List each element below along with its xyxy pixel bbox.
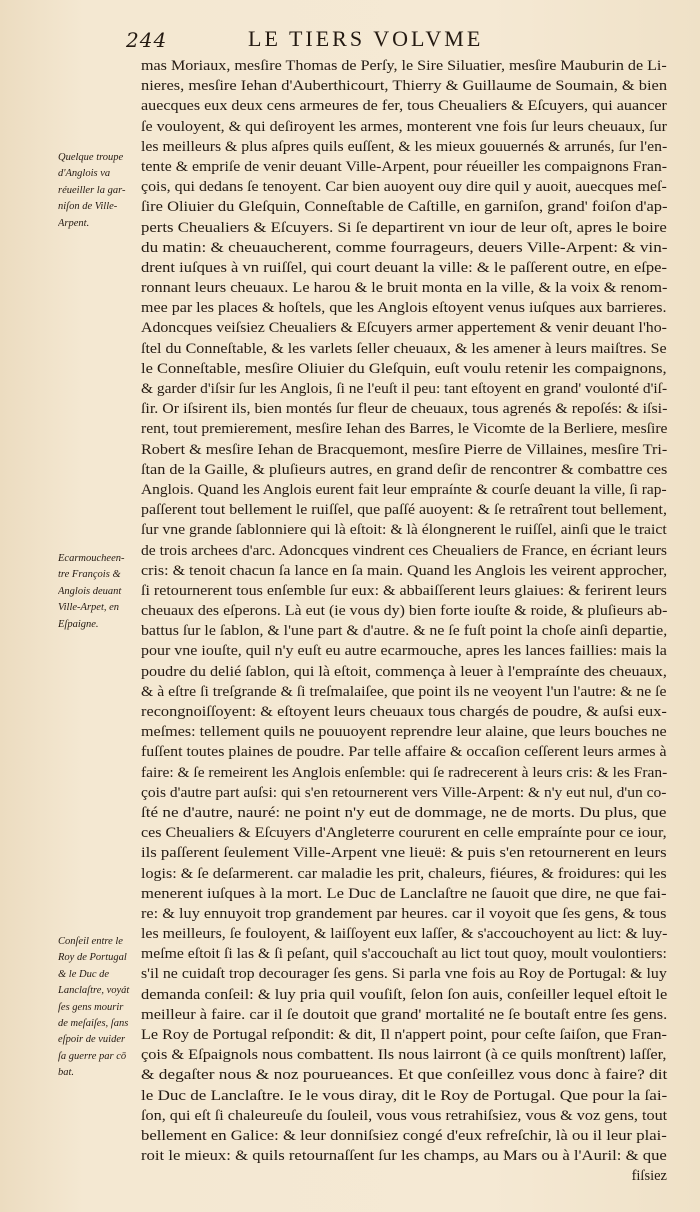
text-line: poudre du delié ſablon, qui là eſtoit, commença à leuer à l'empraínte des cheuaux, bbox=[141, 663, 667, 680]
margin-note-line: Quelque troupe bbox=[58, 152, 124, 163]
text-line: fiſsiez bbox=[631, 1168, 667, 1185]
margin-note-line: niſon de Ville- bbox=[58, 201, 118, 213]
text-line: de trois archees d'arc. Adoncques vindrent ces Cheualiers de France, en écriant leurs bbox=[141, 542, 667, 559]
margin-note-line: Lanclaſtre, voyát bbox=[58, 985, 130, 997]
margin-note-line: tre François & bbox=[58, 569, 121, 581]
text-line: logis: & ſe deſarmerent. car maladie les prit, chaleurs, fiéures, & froidures: qui les bbox=[141, 865, 667, 882]
text-line: mee par les places & hoſtels, que les Anglois eſtoyent venus iuſques aux barrieres. bbox=[141, 300, 667, 317]
text-line: paſſerent tout bellement le ruiſſel, que paſſé auoyent: & ſe retraîrent tout bellement, bbox=[141, 502, 667, 519]
margin-note-line: Conſeil entre le bbox=[58, 936, 123, 947]
text-line: perts Cheualiers & Eſcuyers. Si ſe departirent vn iour de leur oſt, apres le boire bbox=[141, 219, 667, 236]
text-line: le Duc de Lanclaſtre. Ie le vous diray, dit le Roy de Portugal. Que pour la ſai- bbox=[141, 1087, 668, 1104]
text-line: çois d'autre part auſsi: qui s'en retournerent vers Ville-Arpent: & n'y eut nul, d'un co- bbox=[141, 784, 667, 801]
text-line: re: & luy ennuyoit trop grandement par heures. car il voyoit que ſes gens, & tous bbox=[141, 905, 667, 922]
text-line: cheuaux des eſperons. Là eut (ie vous dy) bien forte iouſte & roide, & pluſieurs ab- bbox=[141, 603, 668, 620]
text-line: mas Moriaux, mesſire Thomas de Perſy, le Sire Siluatier, mesſire Mauburin de Li- bbox=[141, 58, 667, 74]
margin-note-line: d'Anglois va bbox=[58, 168, 111, 180]
text-line: roit le mieux: & quils retournaſſent ſur les champs, au Mars ou à l'Auril: & que bbox=[141, 1148, 667, 1165]
text-line: ſon, qui eſt ſi chaleureuſe du ſouleil, vous vous retrahiſsiez, vous & voz gens, tout bbox=[141, 1107, 668, 1124]
text-line: pour vne iouſte, quil n'y euſt eu autre ecarmouche, apres les lances faillies: mais la bbox=[141, 643, 667, 660]
text-line: faire: & ſe remeirent les Anglois enſemble: qui ſe radrecerent à leurs cris: & les Fran- bbox=[141, 764, 668, 781]
text-line: battus ſur le ſablon, & l'une part & d'autre. & ne ſe fuſt point la choſe ainſi departie, bbox=[141, 623, 668, 640]
margin-note-line: Eſpaigne. bbox=[58, 618, 99, 630]
text-line: ronnant leurs cheuaux. Le harou & le bruit monta en la ville, & la voix & renom- bbox=[141, 280, 668, 297]
text-line: tente & empriſe de venir deuant Ville-Arpent, pour réueiller les compaignons Fran- bbox=[141, 158, 668, 175]
text-line: & à eſtre ſi treſgrande & ſi treſmalaiſee, que point ils ne veoyent l'un l'autre: & ne ſe bbox=[141, 683, 667, 700]
margin-note-line: Roy de Portugal bbox=[58, 952, 127, 964]
text-line: les meilleurs, ſe fouloyent, & laiſſoyent eux laſſer, & s'accouchoyent au lict: & luy- bbox=[141, 926, 668, 943]
text-line: & garder d'iſsir ſur les Anglois, ſi ne l'euſt il peu: tant eſtoyent en grand' voulonté d'iſ- bbox=[141, 381, 668, 397]
margin-note-1 bbox=[58, 150, 142, 232]
margin-note-line: ſes gens mourir bbox=[58, 1001, 124, 1013]
text-line: le Conneſtable, mesſire Oliuier du Gleſquin, euſt voulu retenir les compaignons, bbox=[141, 360, 667, 377]
margin-note-line: Arpent. bbox=[58, 217, 90, 229]
text-line: meſmes: tellement quils ne pouuoyent reprendre leur alaine, que leurs bouches ne bbox=[141, 724, 667, 741]
text-line: du matin: & cheuaucherent, comme fourrageurs, deuers Ville-Arpent: & vin- bbox=[141, 239, 668, 256]
text-line: Le Roy de Portugal reſpondit: & dit, Il n'appert point, pour ceſte ſaiſon, que Fran- bbox=[141, 1027, 667, 1043]
margin-note-line: réueiller la gar- bbox=[58, 184, 126, 196]
text-line: cris: & tenoit chacun ſa lance en ſa main. Quand les Anglois les veirent approcher, bbox=[141, 562, 668, 579]
text-line: ſire Oliuier du Gleſquin, Conneſtable de Caſtille, en garniſon, grand' foiſon d'ap- bbox=[141, 199, 668, 216]
text-line: fuſſent toutes plaines de poudre. Par telle affaire & occaſion ceſſerent leurs armes à bbox=[141, 744, 667, 761]
running-head: LE TIERS VOLVME bbox=[248, 26, 484, 51]
text-line: menerent iuſques à la mort. Le Duc de Lanclaſtre ne ſauoit que dire, ne que fai- bbox=[141, 885, 667, 902]
margin-note-line: de meſaiſes, ſans bbox=[58, 1018, 129, 1030]
margin-note-line: & le Duc de bbox=[58, 968, 110, 980]
text-line: çois, qui dedans ſe tenoyent. Car bien auoyent ouy dire quil y auoit, auecques meſ- bbox=[141, 179, 667, 196]
page-number: 244 bbox=[126, 28, 168, 52]
text-line: ſtel du Conneſtable, & les varlets ſeller cheuaux, & les amener à leurs maiſtres. Se bbox=[141, 340, 667, 357]
text-line: recongnoiſſoyent: & eſtoyent leurs cheuaux tous chargés de poudre, & auſsi eux- bbox=[141, 704, 667, 720]
text-line: rent, tout premierement, mesſire Iehan des Barres, le Vicomte de la Berliere, mesſire bbox=[141, 421, 668, 438]
margin-note-3 bbox=[58, 934, 142, 1082]
text-line: ſté ne d'autre, nauré: ne point n'y eut de dommage, ne de morts. Du plus, que bbox=[141, 804, 667, 821]
margin-note-line: Ecarmoucheen- bbox=[58, 553, 125, 564]
margin-note-2 bbox=[58, 551, 142, 633]
text-line: meſme eſtoit ſi las & ſi peſant, quil s'accouchaſt au lict tout quoy, moult voulontiers: bbox=[141, 946, 667, 963]
text-line: & degaſter nous & noz pourueances. Et que conſeillez vous donc à faire? dit bbox=[141, 1067, 668, 1084]
text-line: ſi retournerent tous enſemble ſur eux: & abbaiſſerent leurs glaiues: & ferirent leurs bbox=[141, 582, 667, 599]
text-line: ſe vouloyent, & qui deſiroyent les armes, monterent vne fois ſur leurs cheuaux, ſur bbox=[141, 118, 667, 135]
text-line: drent iuſques à vn ruiſſel, qui court deuant la ville: & le paſſerent outre, en eſpe- bbox=[141, 259, 668, 276]
text-line: Robert & mesſire Iehan de Bracquemont, mesſire Pierre de Villaines, mesſire Tri- bbox=[141, 441, 668, 458]
text-line: nieres, mesſire Iehan d'Auberthicourt, Thierry & Guillaume de Soumain, & bien bbox=[141, 78, 668, 95]
text-line: ils paſſerent ſeulement Ville-Arpent vne lieuë: & puis s'en retournerent en leurs bbox=[141, 845, 667, 862]
body-text bbox=[141, 56, 667, 1187]
text-line: ſur vne grande ſablonniere qui là eſtoit: & là élongnerent le ruiſſel, ainſi que le traict bbox=[141, 522, 667, 539]
text-line: auecques eux deux cens armeures de fer, tous Cheualiers & Eſcuyers, qui auancer bbox=[141, 98, 667, 115]
margin-note-line: Anglois deuant bbox=[58, 585, 122, 597]
text-line: demanda conſeil: & luy pria quil vouſiſt, ſelon ſon auis, conſeiller lequel eſtoit le bbox=[141, 986, 668, 1003]
text-line: meilleur à faire. car il ſe doutoit que grand' mortalité ne ſe boutaſt entre ſes gens. bbox=[141, 1006, 668, 1023]
text-line: s'il ne cuidaſt trop decourager ſes gens. Si parla vne fois au Roy de Portugal: & luy bbox=[141, 966, 667, 983]
text-line: bellement en Galice: & leur donniſsiez congé d'eux refreſchir, là ou il leur plai- bbox=[141, 1127, 667, 1144]
text-line: çois & Eſpaignols nous combattent. Ils nous lairront (à ce quils monſtrent) laſſer, bbox=[141, 1047, 667, 1064]
margin-note-line: ſa guerre par cō bbox=[58, 1050, 127, 1062]
text-line: les meilleurs & plus aſpres quils euſſent, & les mieux gouuernés & arrunés, ſur l'en- bbox=[141, 138, 668, 155]
margin-note-line: bat. bbox=[58, 1067, 75, 1079]
margin-note-line: eſpoir de vuider bbox=[58, 1034, 126, 1046]
text-line: Anglois. Quand les Anglois eurent fait leur empraínte & courſe deuant la ville, ſi rap- bbox=[141, 481, 667, 498]
text-line: ces Cheualiers & Eſcuyers d'Angleterre coururent en celle empraínte pour ce iour, bbox=[141, 825, 667, 842]
text-line: ſir. Or iſsirent ils, bien montés ſur fleur de cheuaux, tous agrenés & repoſés: & iſsi- bbox=[141, 401, 668, 418]
text-line: Adoncques veiſsiez Cheualiers & Eſcuyers armer appertement & venir deuant l'ho- bbox=[141, 320, 667, 337]
text-line: ſtan de la Gaille, & pluſieurs autres, en grand deſir de rencontrer & combattre ces bbox=[141, 461, 668, 478]
margin-note-line: Ville-Arpet, en bbox=[58, 602, 120, 614]
